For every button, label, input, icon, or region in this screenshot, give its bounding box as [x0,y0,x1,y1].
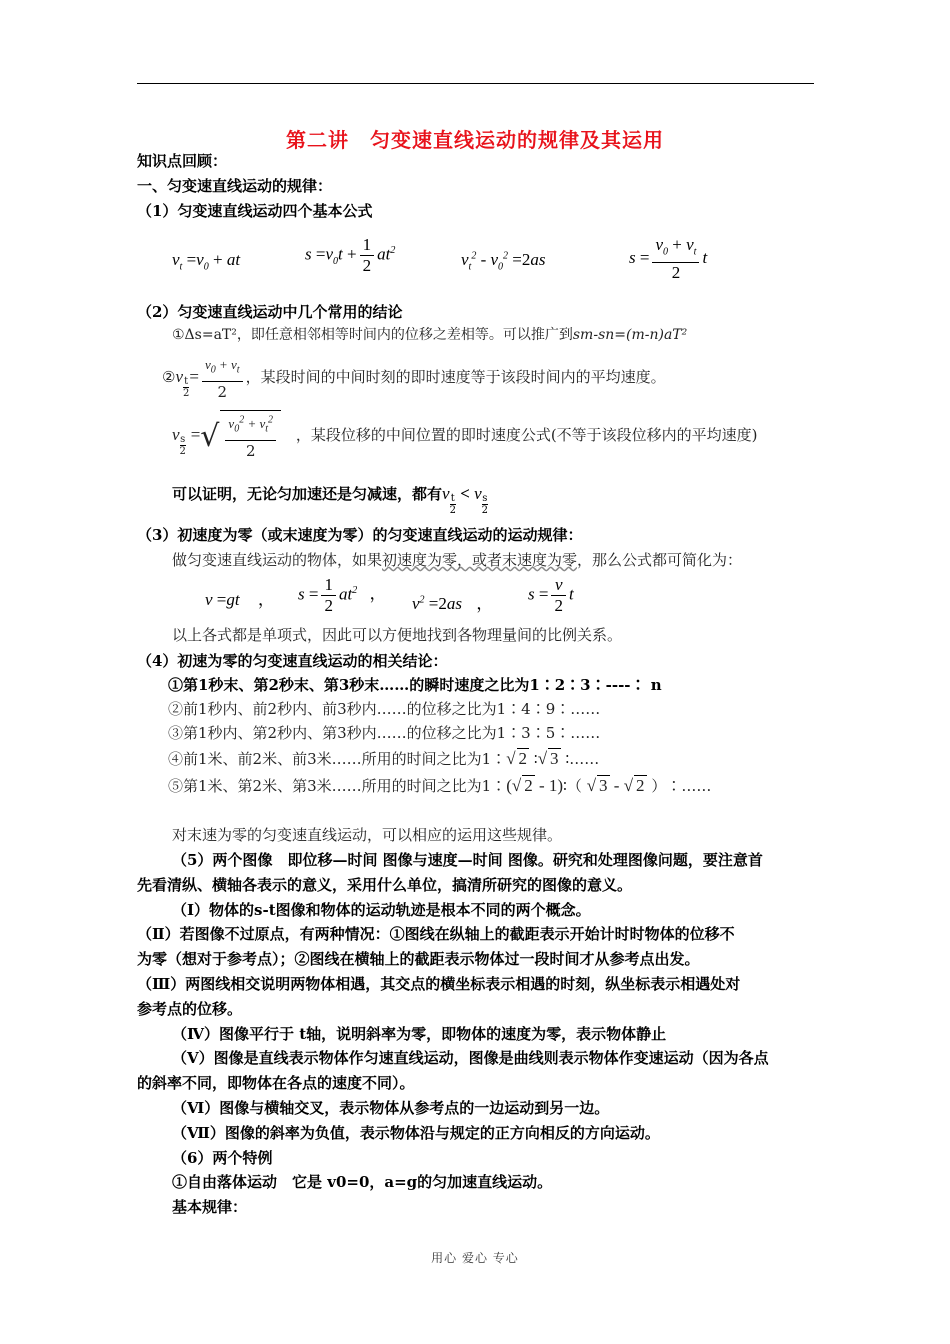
graph-point-7: （Ⅶ）图像的斜率为负值，表示物体沿与规定的正方向相反的方向运动。 [172,1124,660,1142]
graph-point-3b: 参考点的位移。 [137,1000,243,1018]
ratio-time-cumulative: ④前1米、前2米、前3米……所用的时间之比为1∶√ 2 ∶√ 3 ∶…… [168,749,600,768]
formula-v2: $v_t^2 - v_0^2 =2as$ [461,250,546,273]
graph-point-2a: （Ⅱ）若图像不过原点，有两种情况：①图线在纵轴上的截距表示开始计时时物体的位移不 [137,925,735,943]
conclusion-3: v $\frac{s}{2}$ =√ $\frac{v_0^2 + v_t^2}{2}$ ，某段位移的中间位置的即时速度公式(不等于该段位移内的平均速度) [172,410,758,461]
formula-vt: $v_t =v_0$ + at [172,250,241,273]
top-rule [137,83,814,84]
section-heading-1: 一、匀变速直线运动的规律： [137,177,333,195]
graph-point-3a: （Ⅲ）两图线相交说明两物体相遇，其交点的横坐标表示相遇的时刻，纵坐标表示相遇处对 [137,975,741,993]
formula-s: $s =v_0t$ + $\frac{1}{2}$ $at^2$ [305,235,396,275]
graph-point-5b: 的斜率不同，即物体在各点的速度不同）。 [137,1074,415,1092]
subheading-related: （4）初速为零的匀变速直线运动的相关结论： [137,652,448,670]
graph-point-2b: 为零（想对于参考点）；②图线在横轴上的截距表示物体过一段时间才从参考点出发。 [137,950,700,968]
review-heading: 知识点回顾： [137,152,228,170]
special-cases-heading: （6）两个特例 [172,1149,273,1167]
page-footer: 用心 爱心 专心 [431,1251,519,1265]
subheading-conclusions: （2）匀变速直线运动中几个常用的结论 [137,303,403,321]
ratio-time-interval: ⑤第1米、第2米、第3米……所用的时间之比为1∶(√ 2 - 1)∶（ √ 3 - √ 2 ）∶…… [168,776,712,795]
subheading-zero-start: （3）初速度为零（或末速度为零）的匀变速直线运动的运动规律： [137,526,583,544]
formula-s-half-at2: s = $\frac{1}{2}$ $at^2$ ， [298,575,387,615]
reverse-note: 对末速为零的匀变速直线运动，可以相应的运用这些规律。 [172,826,563,844]
graph-point-4: （Ⅳ）图像平行于 t轴，说明斜率为零，即物体的速度为零，表示物体静止 [172,1025,667,1043]
formula-s-avg: s = $\frac{v_0 + v_t}{2}$ t [629,235,708,283]
ratio-velocity: ①第1秒末、第2秒末、第3秒末……的瞬时速度之比为1∶2∶3∶----∶ n [168,676,662,694]
graph-point-6: （Ⅵ）图像与横轴交叉，表示物体从参考点的一边运动到另一边。 [172,1099,610,1117]
conclusion-2: ②v $\frac{t}{2}$ = $\frac{v_0 + v_t}{2}$ ，某段时间的中间时刻的即时速度等于该段时间内的平均速度。 [162,354,666,402]
graphs-heading-a: （5）两个图像 即位移—时间 图像与速度—时间 图像。研究和处理图像问题，要注意首 [172,851,763,869]
conclusion-1: ①Δs=aT²，即任意相邻相等时间内的位移之差相等。可以推广到sm-sn=(m-n)aT² [172,327,688,343]
simplified-intro: 做匀变速直线运动的物体，如果初速度为零，或者末速度为零，那么公式都可简化为： [172,551,743,569]
basic-laws-label: 基本规律： [172,1198,248,1216]
graphs-heading-b: 先看清纵、横轴各表示的意义，采用什么单位，搞清所研究的图像的意义。 [137,876,633,894]
conclusion-4: 可以证明，无论匀加速还是匀减速，都有v $\frac{t}{2}$ < v $\frac{s}{2}$ [172,484,489,516]
graph-point-5a: （Ⅴ）图像是直线表示物体作匀速直线运动，图像是曲线则表示物体作变速运动（因为各点 [172,1049,769,1067]
ratio-displacement-cumulative: ②前1秒内、前2秒内、前3秒内……的位移之比为1∶4∶9∶…… [168,700,601,718]
graph-point-1: （Ⅰ）物体的s-t图像和物体的运动轨迹是根本不同的两个概念。 [172,901,591,919]
formula-v-gt: v =gt ， [205,590,275,609]
free-fall-line: ①自由落体运动 它是 v0=0，a=g的匀加速直线运动。 [172,1173,553,1191]
subheading-formulas: （1）匀变速直线运动四个基本公式 [137,202,373,220]
formula-s-vt2: s = $\frac{v}{2}$ t [528,575,574,615]
page-title: 第二讲 匀变速直线运动的规律及其运用 [286,128,664,152]
proportion-note: 以上各式都是单项式，因此可以方便地找到各物理量间的比例关系。 [172,626,623,644]
ratio-displacement-interval: ③第1秒内、第2秒内、第3秒内……的位移之比为1∶3∶5∶…… [168,724,601,742]
formula-v2-2as: $v^2 =2as$ ， [412,594,494,613]
